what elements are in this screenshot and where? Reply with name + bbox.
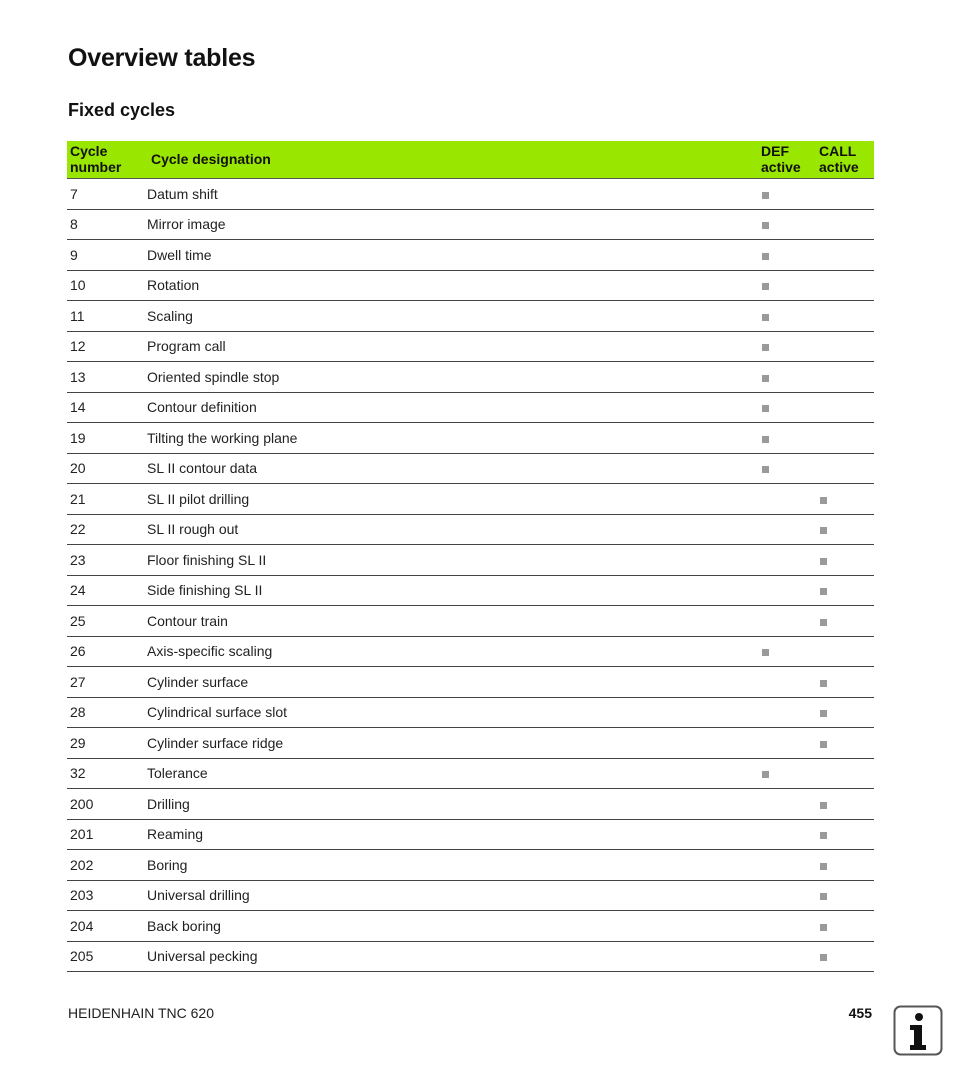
cycle-designation: Side finishing SL II (145, 575, 758, 606)
header-def-line1: DEF (761, 142, 789, 159)
call-active-cell (816, 301, 874, 332)
cycle-number: 202 (67, 850, 145, 881)
call-active-cell (816, 789, 874, 820)
page-title: Overview tables (68, 44, 256, 72)
cycle-designation: Universal pecking (145, 941, 758, 972)
def-active-cell (758, 728, 816, 759)
call-active-marker-icon (820, 893, 827, 900)
call-active-marker-icon (820, 741, 827, 748)
def-active-marker-icon (762, 222, 769, 229)
cycle-number: 20 (67, 453, 145, 484)
cycle-number: 7 (67, 179, 145, 210)
call-active-cell (816, 850, 874, 881)
def-active-marker-icon (762, 283, 769, 290)
cycle-number: 200 (67, 789, 145, 820)
cycle-designation: Mirror image (145, 209, 758, 240)
call-active-cell (816, 240, 874, 271)
def-active-cell (758, 484, 816, 515)
call-active-cell (816, 331, 874, 362)
call-active-marker-icon (820, 558, 827, 565)
cycle-designation: Dwell time (145, 240, 758, 271)
def-active-cell (758, 636, 816, 667)
cycle-designation: Back boring (145, 911, 758, 942)
def-active-marker-icon (762, 436, 769, 443)
table-row (67, 606, 874, 637)
def-active-cell (758, 453, 816, 484)
call-active-marker-icon (820, 954, 827, 961)
fixed-cycles-table (67, 141, 874, 972)
table-row (67, 941, 874, 972)
table-row (67, 636, 874, 667)
def-active-cell (758, 423, 816, 454)
table-row (67, 575, 874, 606)
call-active-cell (816, 575, 874, 606)
cycle-designation: Program call (145, 331, 758, 362)
table-row (67, 423, 874, 454)
call-active-cell (816, 606, 874, 637)
call-active-cell (816, 545, 874, 576)
cycle-designation: Contour definition (145, 392, 758, 423)
cycle-number: 23 (67, 545, 145, 576)
call-active-marker-icon (820, 832, 827, 839)
table-row (67, 911, 874, 942)
table-row (67, 758, 874, 789)
table-row (67, 331, 874, 362)
call-active-cell (816, 911, 874, 942)
cycle-number: 24 (67, 575, 145, 606)
call-active-cell (816, 819, 874, 850)
def-active-cell (758, 331, 816, 362)
table-row (67, 545, 874, 576)
def-active-cell (758, 362, 816, 393)
def-active-marker-icon (762, 466, 769, 473)
call-active-marker-icon (820, 497, 827, 504)
call-active-cell (816, 484, 874, 515)
table-header-row (67, 141, 874, 179)
call-active-cell (816, 209, 874, 240)
cycle-designation: SL II contour data (145, 453, 758, 484)
def-active-cell (758, 240, 816, 271)
table-row (67, 209, 874, 240)
cycle-designation: Tolerance (145, 758, 758, 789)
def-active-marker-icon (762, 405, 769, 412)
def-active-marker-icon (762, 314, 769, 321)
table-row (67, 514, 874, 545)
def-active-marker-icon (762, 253, 769, 260)
call-active-marker-icon (820, 863, 827, 870)
cycle-number: 11 (67, 301, 145, 332)
cycle-number: 8 (67, 209, 145, 240)
table-row (67, 850, 874, 881)
header-def-active (758, 141, 816, 179)
call-active-cell (816, 362, 874, 393)
def-active-cell (758, 606, 816, 637)
cycle-designation: Scaling (145, 301, 758, 332)
cycle-number: 27 (67, 667, 145, 698)
cycle-number: 14 (67, 392, 145, 423)
def-active-cell (758, 575, 816, 606)
def-active-cell (758, 941, 816, 972)
page-number: 455 (848, 1005, 872, 1021)
table-row (67, 392, 874, 423)
header-call-active (816, 141, 874, 179)
table-row (67, 697, 874, 728)
table-row (67, 453, 874, 484)
header-call-line1: CALL (819, 142, 857, 159)
def-active-cell (758, 911, 816, 942)
call-active-marker-icon (820, 619, 827, 626)
def-active-cell (758, 789, 816, 820)
def-active-cell (758, 819, 816, 850)
cycle-number: 13 (67, 362, 145, 393)
cycle-designation: Cylinder surface ridge (145, 728, 758, 759)
cycle-number: 28 (67, 697, 145, 728)
table-row (67, 667, 874, 698)
call-active-cell (816, 392, 874, 423)
table-row (67, 362, 874, 393)
call-active-cell (816, 880, 874, 911)
cycle-number: 21 (67, 484, 145, 515)
def-active-marker-icon (762, 375, 769, 382)
call-active-cell (816, 423, 874, 454)
cycle-number: 32 (67, 758, 145, 789)
def-active-cell (758, 758, 816, 789)
cycle-number: 203 (67, 880, 145, 911)
cycle-designation: Tilting the working plane (145, 423, 758, 454)
call-active-cell (816, 941, 874, 972)
def-active-marker-icon (762, 649, 769, 656)
cycle-number: 9 (67, 240, 145, 271)
table-row (67, 301, 874, 332)
cycle-designation: Floor finishing SL II (145, 545, 758, 576)
header-call-line2: active (819, 158, 859, 175)
cycle-designation: Datum shift (145, 179, 758, 210)
call-active-cell (816, 697, 874, 728)
cycle-designation: Contour train (145, 606, 758, 637)
cycle-designation: Axis-specific scaling (145, 636, 758, 667)
table-row (67, 270, 874, 301)
cycle-number: 29 (67, 728, 145, 759)
call-active-cell (816, 667, 874, 698)
def-active-cell (758, 880, 816, 911)
def-active-cell (758, 667, 816, 698)
def-active-cell (758, 270, 816, 301)
cycle-number: 22 (67, 514, 145, 545)
def-active-marker-icon (762, 192, 769, 199)
cycle-designation: Boring (145, 850, 758, 881)
cycle-number: 204 (67, 911, 145, 942)
call-active-marker-icon (820, 588, 827, 595)
def-active-cell (758, 179, 816, 210)
table-body (67, 179, 874, 972)
call-active-cell (816, 270, 874, 301)
cycle-designation: Drilling (145, 789, 758, 820)
cycle-designation: Cylinder surface (145, 667, 758, 698)
def-active-cell (758, 209, 816, 240)
cycle-designation: Oriented spindle stop (145, 362, 758, 393)
call-active-marker-icon (820, 680, 827, 687)
call-active-cell (816, 758, 874, 789)
call-active-marker-icon (820, 710, 827, 717)
header-cycle-designation: Cycle designation (145, 141, 758, 179)
def-active-cell (758, 697, 816, 728)
table-row (67, 728, 874, 759)
call-active-marker-icon (820, 924, 827, 931)
def-active-cell (758, 392, 816, 423)
cycle-number: 10 (67, 270, 145, 301)
header-cycle-number (67, 141, 145, 179)
def-active-marker-icon (762, 344, 769, 351)
cycle-number: 19 (67, 423, 145, 454)
table-row (67, 819, 874, 850)
cycle-designation: Reaming (145, 819, 758, 850)
cycle-number: 26 (67, 636, 145, 667)
call-active-cell (816, 514, 874, 545)
def-active-marker-icon (762, 771, 769, 778)
table-row (67, 179, 874, 210)
table-row (67, 484, 874, 515)
header-def-line2: active (761, 158, 801, 175)
call-active-marker-icon (820, 527, 827, 534)
info-icon (893, 1005, 943, 1056)
header-cycle-number-line1: Cycle (70, 142, 108, 159)
call-active-cell (816, 179, 874, 210)
table-row (67, 789, 874, 820)
cycle-designation: SL II rough out (145, 514, 758, 545)
call-active-cell (816, 636, 874, 667)
def-active-cell (758, 301, 816, 332)
header-cycle-number-line2: number (70, 158, 122, 175)
def-active-cell (758, 545, 816, 576)
cycle-designation: SL II pilot drilling (145, 484, 758, 515)
cycle-number: 201 (67, 819, 145, 850)
cycle-designation: Universal drilling (145, 880, 758, 911)
table-row (67, 240, 874, 271)
section-title: Fixed cycles (68, 100, 176, 120)
footer-product-name: HEIDENHAIN TNC 620 (68, 1005, 215, 1021)
table-row (67, 880, 874, 911)
def-active-cell (758, 514, 816, 545)
cycle-number: 205 (67, 941, 145, 972)
cycle-designation: Cylindrical surface slot (145, 697, 758, 728)
cycle-designation: Rotation (145, 270, 758, 301)
cycle-number: 25 (67, 606, 145, 637)
call-active-cell (816, 728, 874, 759)
def-active-cell (758, 850, 816, 881)
call-active-cell (816, 453, 874, 484)
call-active-marker-icon (820, 802, 827, 809)
cycle-number: 12 (67, 331, 145, 362)
